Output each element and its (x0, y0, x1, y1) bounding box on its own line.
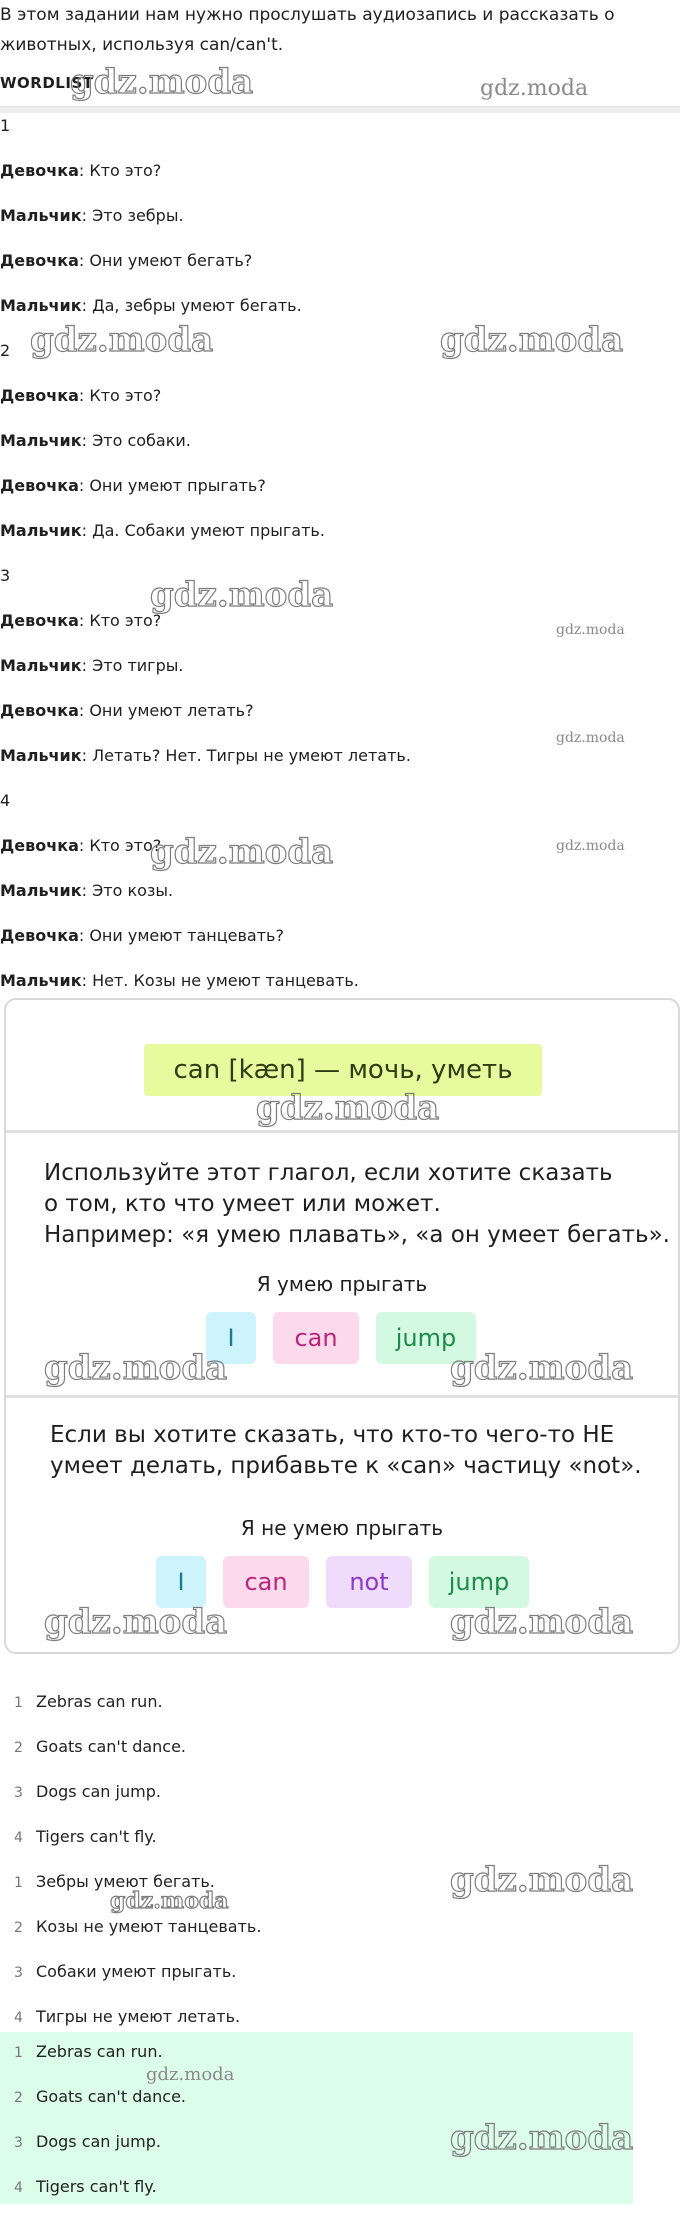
watermark: gdz.moda (440, 320, 624, 360)
tag-jump: jump (376, 1312, 476, 1364)
tag-not: not (326, 1556, 412, 1608)
example-1-title: Я умею прыгать (256, 1272, 428, 1296)
watermark: gdz.moda (556, 730, 625, 746)
watermark: gdz.moda (450, 1602, 634, 1642)
intro-text: В этом задании нам нужно прослушать аудиозапись и рассказать о животных, используя can/can't. (0, 5, 615, 55)
list-item: 1 Zebras can run. (14, 1692, 163, 1711)
watermark: gdz.moda (150, 832, 334, 872)
dialogue-line: Мальчик: Это тигры. (0, 656, 184, 675)
answer-item: 1 Zebras can run. (14, 2042, 163, 2061)
example-2-title: Я не умею прыгать (240, 1516, 444, 1540)
watermark: gdz.moda (556, 622, 625, 638)
list-item: 2 Goats can't dance. (14, 1737, 187, 1756)
dialogue-line: Девочка: Кто это? (0, 161, 162, 180)
wordlist-divider (0, 106, 680, 113)
list-item: 3 Собаки умеют прыгать. (14, 1962, 237, 1981)
tag-can: can (223, 1556, 309, 1608)
dialogue-line: Девочка: Кто это? (0, 386, 162, 405)
list-item: 4 Tigers can't fly. (14, 1827, 157, 1846)
dialogue-line: Мальчик: Да, зебры умеют бегать. (0, 296, 302, 315)
dialogue-number: 4 (0, 791, 11, 810)
explanation-2: Если вы хотите сказать, что кто-то чего-то НЕ умеет делать, прибавьте к «can» частицу «not». (50, 1422, 642, 1479)
watermark: gdz.moda (450, 2118, 634, 2158)
tag-i: I (156, 1556, 206, 1608)
list-item: 3 Dogs can jump. (14, 1782, 161, 1801)
tag-can: can (273, 1312, 359, 1364)
dialogue-line: Девочка: Кто это? (0, 836, 162, 855)
list-item: 1 Зебры умеют бегать. (14, 1872, 215, 1891)
wordlist-label: WORDLIST (0, 74, 94, 92)
watermark: gdz.moda (44, 1348, 228, 1388)
explanation-1: Используйте этот глагол, если хотите сказать о том, кто что умеет или может. Например: «я умею плавать», «а он умеет бегать». (44, 1160, 670, 1248)
list-item: 2 Козы не умеют танцевать. (14, 1917, 262, 1936)
dialogue-line: Мальчик: Нет. Козы не умеют танцевать. (0, 971, 359, 990)
answer-item: 4 Tigers can't fly. (14, 2177, 157, 2196)
dialogue-line: Девочка: Они умеют летать? (0, 701, 254, 720)
dialogue-line: Мальчик: Это козы. (0, 881, 174, 900)
watermark: gdz.moda (150, 575, 334, 615)
watermark: gdz.moda (70, 62, 254, 102)
watermark: gdz.moda (256, 1088, 440, 1128)
watermark: gdz.moda (480, 76, 589, 101)
answer-item: 3 Dogs can jump. (14, 2132, 161, 2151)
watermark: gdz.moda (44, 1602, 228, 1642)
watermark: gdz.moda (556, 838, 625, 854)
headline-can: can [kæn] — мочь, уметь (144, 1044, 542, 1096)
dialogue-line: Девочка: Кто это? (0, 611, 162, 630)
dialogue-line: Девочка: Они умеют бегать? (0, 251, 253, 270)
dialogue-line: Мальчик: Это зебры. (0, 206, 184, 225)
watermark: gdz.moda (146, 2064, 235, 2085)
list-item: 4 Тигры не умеют летать. (14, 2007, 241, 2026)
dialogue-line: Мальчик: Это собаки. (0, 431, 191, 450)
dialogue-line: Девочка: Они умеют прыгать? (0, 476, 266, 495)
card-divider (6, 1130, 678, 1133)
dialogue-number: 3 (0, 566, 11, 585)
tag-i: I (206, 1312, 256, 1364)
tag-jump: jump (429, 1556, 529, 1608)
watermark: gdz.moda (450, 1348, 634, 1388)
answer-item: 2 Goats can't dance. (14, 2087, 187, 2106)
dialogue-number: 2 (0, 341, 11, 360)
watermark: gdz.moda (30, 320, 214, 360)
dialogue-line: Мальчик: Да. Собаки умеют прыгать. (0, 521, 325, 540)
card-divider (6, 1395, 678, 1398)
watermark: gdz.moda (110, 1888, 229, 1914)
dialogue-line: Девочка: Они умеют танцевать? (0, 926, 284, 945)
dialogue-number: 1 (0, 116, 11, 135)
dialogue-line: Мальчик: Летать? Нет. Тигры не умеют летать. (0, 746, 411, 765)
watermark: gdz.moda (450, 1860, 634, 1900)
